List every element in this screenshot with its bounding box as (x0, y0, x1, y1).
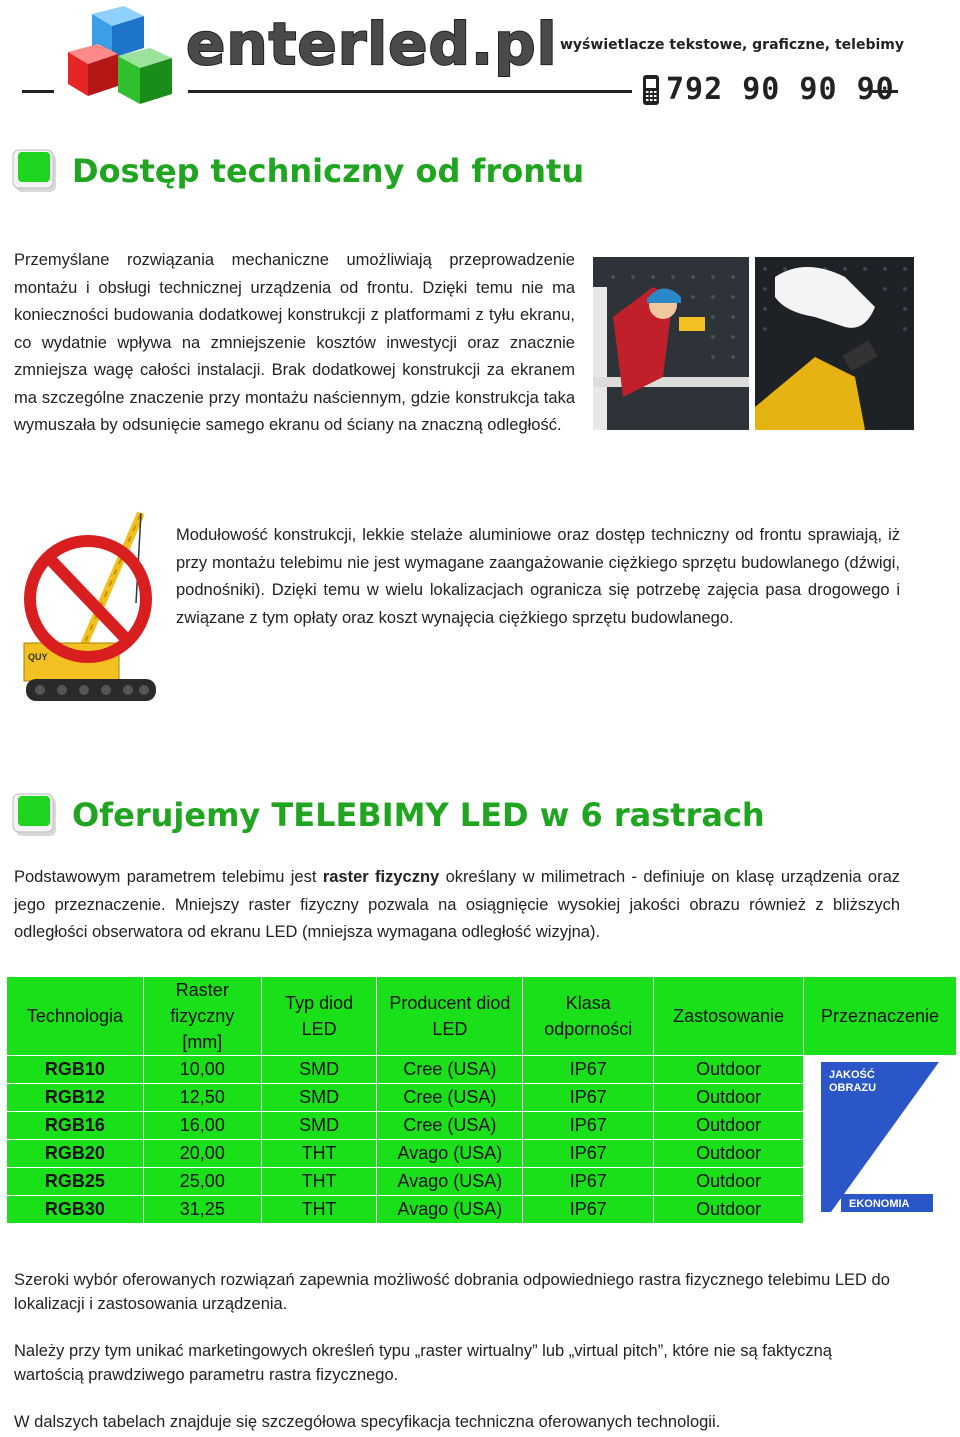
raster-table (6, 976, 957, 1224)
table-cell: Avago (USA) (377, 1168, 523, 1196)
table-cell: Outdoor (654, 1112, 804, 1140)
header-cell: Technologia (7, 977, 144, 1056)
intro-text: Podstawowym parametrem telebimu jest (14, 868, 323, 886)
quality-label-line1: JAKOŚĆ (829, 1069, 875, 1081)
table-cell: Outdoor (654, 1168, 804, 1196)
tagline: wyświetlacze tekstowe, graficzne, telebimy (560, 37, 905, 53)
technology-cell: RGB10 (7, 1056, 144, 1084)
quality-economy-scale-icon (821, 1062, 939, 1212)
paragraph-further-tables: W dalszych tabelach znajduje się szczegółowa specyfikacja techniczna oferowanych technologii. (14, 1413, 721, 1431)
logo-wordmark: enterled.pl (186, 10, 558, 78)
table-cell: Avago (USA) (377, 1196, 523, 1224)
table-header-row (7, 977, 957, 1056)
paragraph-wide-choice: Szeroki wybór oferowanych rozwiązań zapewnia możliwość dobrania odpowiedniego rastra fizycznego telebimu LED do lokalizacji i zastosowania urządzenia. (14, 1271, 890, 1313)
table-cell: 31,25 (143, 1196, 261, 1224)
header-cell: Przeznaczenie (804, 977, 957, 1056)
header-cell: Klasa odporności (523, 977, 654, 1056)
table-cell: IP67 (523, 1196, 654, 1224)
table-cell: THT (261, 1168, 377, 1196)
table-cell: SMD (261, 1112, 377, 1140)
table-cell: Outdoor (654, 1140, 804, 1168)
header-rule (188, 90, 632, 93)
paragraph-raster-intro (14, 864, 900, 947)
table-row (7, 1056, 957, 1084)
table-cell: 10,00 (143, 1056, 261, 1084)
table-cell: 12,50 (143, 1084, 261, 1112)
table-cell: IP67 (523, 1056, 654, 1084)
table-cell: IP67 (523, 1168, 654, 1196)
technology-cell: RGB16 (7, 1112, 144, 1140)
green-square-bullet-icon (12, 148, 58, 194)
table-cell: Cree (USA) (377, 1056, 523, 1084)
gloved-hand-drill-photo (755, 257, 914, 430)
section-title-offer: Oferujemy TELEBIMY LED w 6 rastrach (72, 796, 765, 834)
table-cell: IP67 (523, 1140, 654, 1168)
table-cell: 16,00 (143, 1112, 261, 1140)
table-cell: Avago (USA) (377, 1140, 523, 1168)
table-cell: IP67 (523, 1112, 654, 1140)
technology-cell: RGB25 (7, 1168, 144, 1196)
paragraph-modularity: Modułowość konstrukcji, lekkie stelaże aluminiowe oraz dostęp techniczny od frontu sprawiają, iż przy montażu telebimu nie jest wymagane zaangażowanie ciężkiego sprzętu budowlanego (dźwigi, podnośniki). Dzięki temu w wielu lokalizacjach ogranicza się potrzebę zajęcia pasa drogowego i związane z tym opłaty oraz koszt wynajęcia ciężkiego sprzętu budowlanego. (176, 526, 900, 627)
quality-economy-cell (804, 1056, 957, 1224)
no-crane-prohibition-icon (16, 503, 161, 711)
table-cell: Outdoor (654, 1056, 804, 1084)
table-cell: Outdoor (654, 1196, 804, 1224)
intro-bold: raster fizyczny (322, 868, 440, 886)
header-cell: Zastosowanie (654, 977, 804, 1056)
table-cell: 20,00 (143, 1140, 261, 1168)
header-cell: Producent diod LED (377, 977, 523, 1056)
technology-cell: RGB12 (7, 1084, 144, 1112)
paragraph-front-access: Przemyślane rozwiązania mechaniczne umożliwiają przeprowadzenie montażu i obsługi technicznej urządzenia od frontu. Dzięki temu nie ma konieczności budowania dodatkowej konstrukcji z platformami z tyłu ekranu, co wydatnie wpływa na zmniejszenie kosztów inwestycji oraz znacznie zmniejsza wagę całości instalacji. Brak dodatkowej konstrukcji za ekranem ma szczególne znaczenie przy montażu naściennym, gdzie konstrukcja taka wymuszała by odsunięcie samego ekranu od ściany na znaczną odległość. (14, 251, 575, 434)
table-cell: Outdoor (654, 1084, 804, 1112)
table-cell: IP67 (523, 1084, 654, 1112)
phone-number: 792 90 90 90 (666, 72, 895, 107)
table-cell: Cree (USA) (377, 1112, 523, 1140)
logo-cubes-icon (62, 6, 186, 110)
paragraph-virtual-pitch: Należy przy tym unikać marketingowych określeń typu „raster wirtualny” lub „virtual pitch”, które nie są faktyczną wartością prawdziwego parametru rastra fizycznego. (14, 1342, 832, 1384)
header-cell: Typ diod LED (261, 977, 377, 1056)
section-title-front-access: Dostęp techniczny od frontu (72, 152, 585, 190)
technology-cell: RGB20 (7, 1140, 144, 1168)
quality-label-line2: OBRAZU (829, 1082, 877, 1094)
economy-label: EKONOMIA (849, 1198, 910, 1210)
table-cell: THT (261, 1196, 377, 1224)
table-cell: THT (261, 1140, 377, 1168)
header-rule (22, 90, 54, 93)
technology-cell: RGB30 (7, 1196, 144, 1224)
table-body (7, 1056, 957, 1224)
table-cell: SMD (261, 1056, 377, 1084)
mobile-phone-icon (640, 74, 662, 106)
header-cell: Raster fizyczny [mm] (143, 977, 261, 1056)
technician-photo (593, 257, 749, 430)
intro-text-cont: określany w milimetrach - definiuje on klasę urządzenia oraz jego przeznaczenie. Mniejszy raster fizyczny pozwala na osiągnięcie wysokiej jakości obrazu również z bliższych odległości obserwatora od ekranu LED (mniejsza wymagana odległość wizyjna). (14, 868, 900, 941)
svg-text:QUY: QUY (28, 652, 48, 662)
table-cell: Cree (USA) (377, 1084, 523, 1112)
green-square-bullet-icon (12, 792, 58, 838)
table-cell: 25,00 (143, 1168, 261, 1196)
table-cell: SMD (261, 1084, 377, 1112)
